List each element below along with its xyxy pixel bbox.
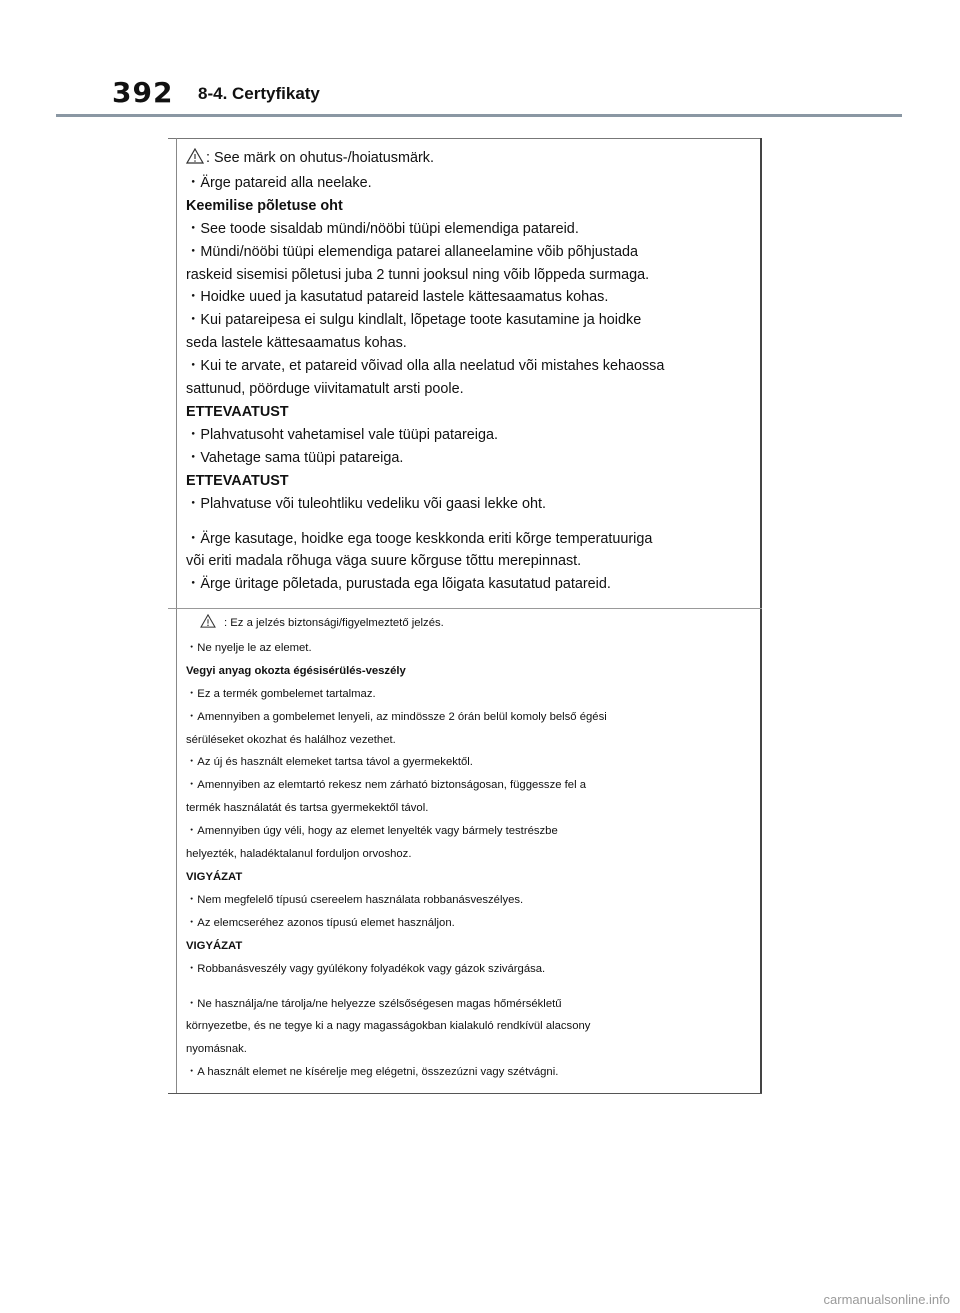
frame-bottom-border bbox=[168, 1093, 762, 1094]
text-line: ・Nem megfelelő típusú csereelem használata robbanásveszélyes. bbox=[186, 893, 524, 906]
text-line: nyomásnak. bbox=[186, 1043, 247, 1056]
spacer bbox=[186, 516, 746, 528]
text-line: ・Kui patareipesa ei sulgu kindlalt, lõpetage toote kasutamine ja hoidke bbox=[186, 312, 642, 329]
text-line: termék használatát és tartsa gyermekektől távol. bbox=[186, 802, 429, 815]
text-line: környezetbe, és ne tegye ki a nagy magasságokban kialakuló rendkívül alacsony bbox=[186, 1020, 591, 1033]
frame-right-border bbox=[760, 138, 762, 1094]
section-heading: VIGYÁZAT bbox=[186, 939, 243, 952]
text-line: ・Amennyiben a gombelemet lenyeli, az mindössze 2 órán belül komoly belső égési bbox=[186, 710, 607, 723]
text-line: ・See toode sisaldab mündi/nööbi tüüpi elemendiga patareid. bbox=[186, 220, 579, 237]
text-line: ・Plahvatuse või tuleohtliku vedeliku või gaasi lekke oht. bbox=[186, 495, 546, 512]
text-line: ・Ne nyelje le az elemet. bbox=[186, 641, 312, 654]
text-line: ・Ärge üritage põletada, purustada ega lõigata kasutatud patareid. bbox=[186, 576, 611, 593]
watermark-link[interactable]: carmanualsonline.info bbox=[823, 1292, 950, 1307]
text-line: ・Ez a termék gombelemet tartalmaz. bbox=[186, 687, 376, 700]
spacer bbox=[186, 981, 746, 993]
text-line: sattunud, pöörduge viivitamatult arsti poole. bbox=[186, 381, 464, 398]
text-line: ・Amennyiben az elemtartó rekesz nem zárható biztonságosan, függessze fel a bbox=[186, 779, 587, 792]
warning-triangle-icon bbox=[186, 148, 204, 172]
page-number: 392 bbox=[112, 76, 174, 109]
text-line: ・Ärge patareid alla neelake. bbox=[186, 174, 372, 191]
warning-mark-text: : Ez a jelzés biztonsági/figyelmeztető jelzés. bbox=[224, 617, 444, 629]
frame-top-border bbox=[168, 138, 762, 139]
text-line: või eriti madala rõhuga väga suure kõrguse tõttu merepinnast. bbox=[186, 553, 582, 570]
text-line: ・Ärge kasutage, hoidke ega tooge keskkonda eriti kõrge temperatuuriga bbox=[186, 530, 653, 547]
section-heading: Keemilise põletuse oht bbox=[186, 197, 343, 214]
text-line: ・Amennyiben úgy véli, hogy az elemet lenyelték vagy bármely testrészbe bbox=[186, 825, 558, 838]
text-line: ・Az elemcseréhez azonos típusú elemet használjon. bbox=[186, 916, 455, 929]
frame-divider bbox=[168, 608, 762, 609]
section-heading: Vegyi anyag okozta égésisérülés-veszély bbox=[186, 664, 406, 677]
section-heading: VIGYÁZAT bbox=[186, 870, 243, 883]
text-line: seda lastele kättesaamatus kohas. bbox=[186, 335, 407, 352]
warning-triangle-icon bbox=[200, 614, 216, 637]
warning-mark-line bbox=[186, 147, 746, 172]
text-line: ・Kui te arvate, et patareid võivad olla alla neelatud või mistahes kehaossa bbox=[186, 358, 665, 375]
section-heading: ETTEVAATUST bbox=[186, 403, 289, 420]
text-line: ・Az új és használt elemeket tartsa távol a gyermekektől. bbox=[186, 756, 473, 769]
text-line: ・A használt elemet ne kísérelje meg elégetni, összezúzni vagy szétvágni. bbox=[186, 1066, 559, 1079]
section-title: 8-4. Certyfikaty bbox=[198, 84, 320, 103]
text-line: ・Mündi/nööbi tüüpi elemendiga patarei allaneelamine võib põhjustada bbox=[186, 243, 639, 260]
section-heading: ETTEVAATUST bbox=[186, 472, 289, 489]
warning-mark-line bbox=[186, 612, 746, 637]
frame-left-border bbox=[176, 138, 177, 1094]
text-line: ・Robbanásveszély vagy gyúlékony folyadékok vagy gázok szivárgása. bbox=[186, 962, 546, 975]
text-line: raskeid sisemisi põletusi juba 2 tunni jooksul ning võib lõppeda surmaga. bbox=[186, 266, 650, 283]
estonian-warning-block bbox=[186, 147, 746, 596]
page-header bbox=[0, 0, 960, 120]
warning-mark-text: : See märk on ohutus-/hoiatusmärk. bbox=[206, 150, 434, 166]
header-rule bbox=[56, 114, 902, 117]
text-line: ・Plahvatusoht vahetamisel vale tüüpi patareiga. bbox=[186, 426, 498, 443]
text-line: ・Hoidke uued ja kasutatud patareid lastele kättesaamatus kohas. bbox=[186, 289, 609, 306]
text-line: helyezték, haladéktalanul forduljon orvoshoz. bbox=[186, 848, 412, 861]
hungarian-warning-block bbox=[186, 612, 746, 1084]
text-line: ・Vahetage sama tüüpi patareiga. bbox=[186, 449, 404, 466]
text-line: sérüléseket okozhat és halálhoz vezethet. bbox=[186, 733, 396, 746]
text-line: ・Ne használja/ne tárolja/ne helyezze szélsőségesen magas hőmérsékletű bbox=[186, 997, 562, 1010]
